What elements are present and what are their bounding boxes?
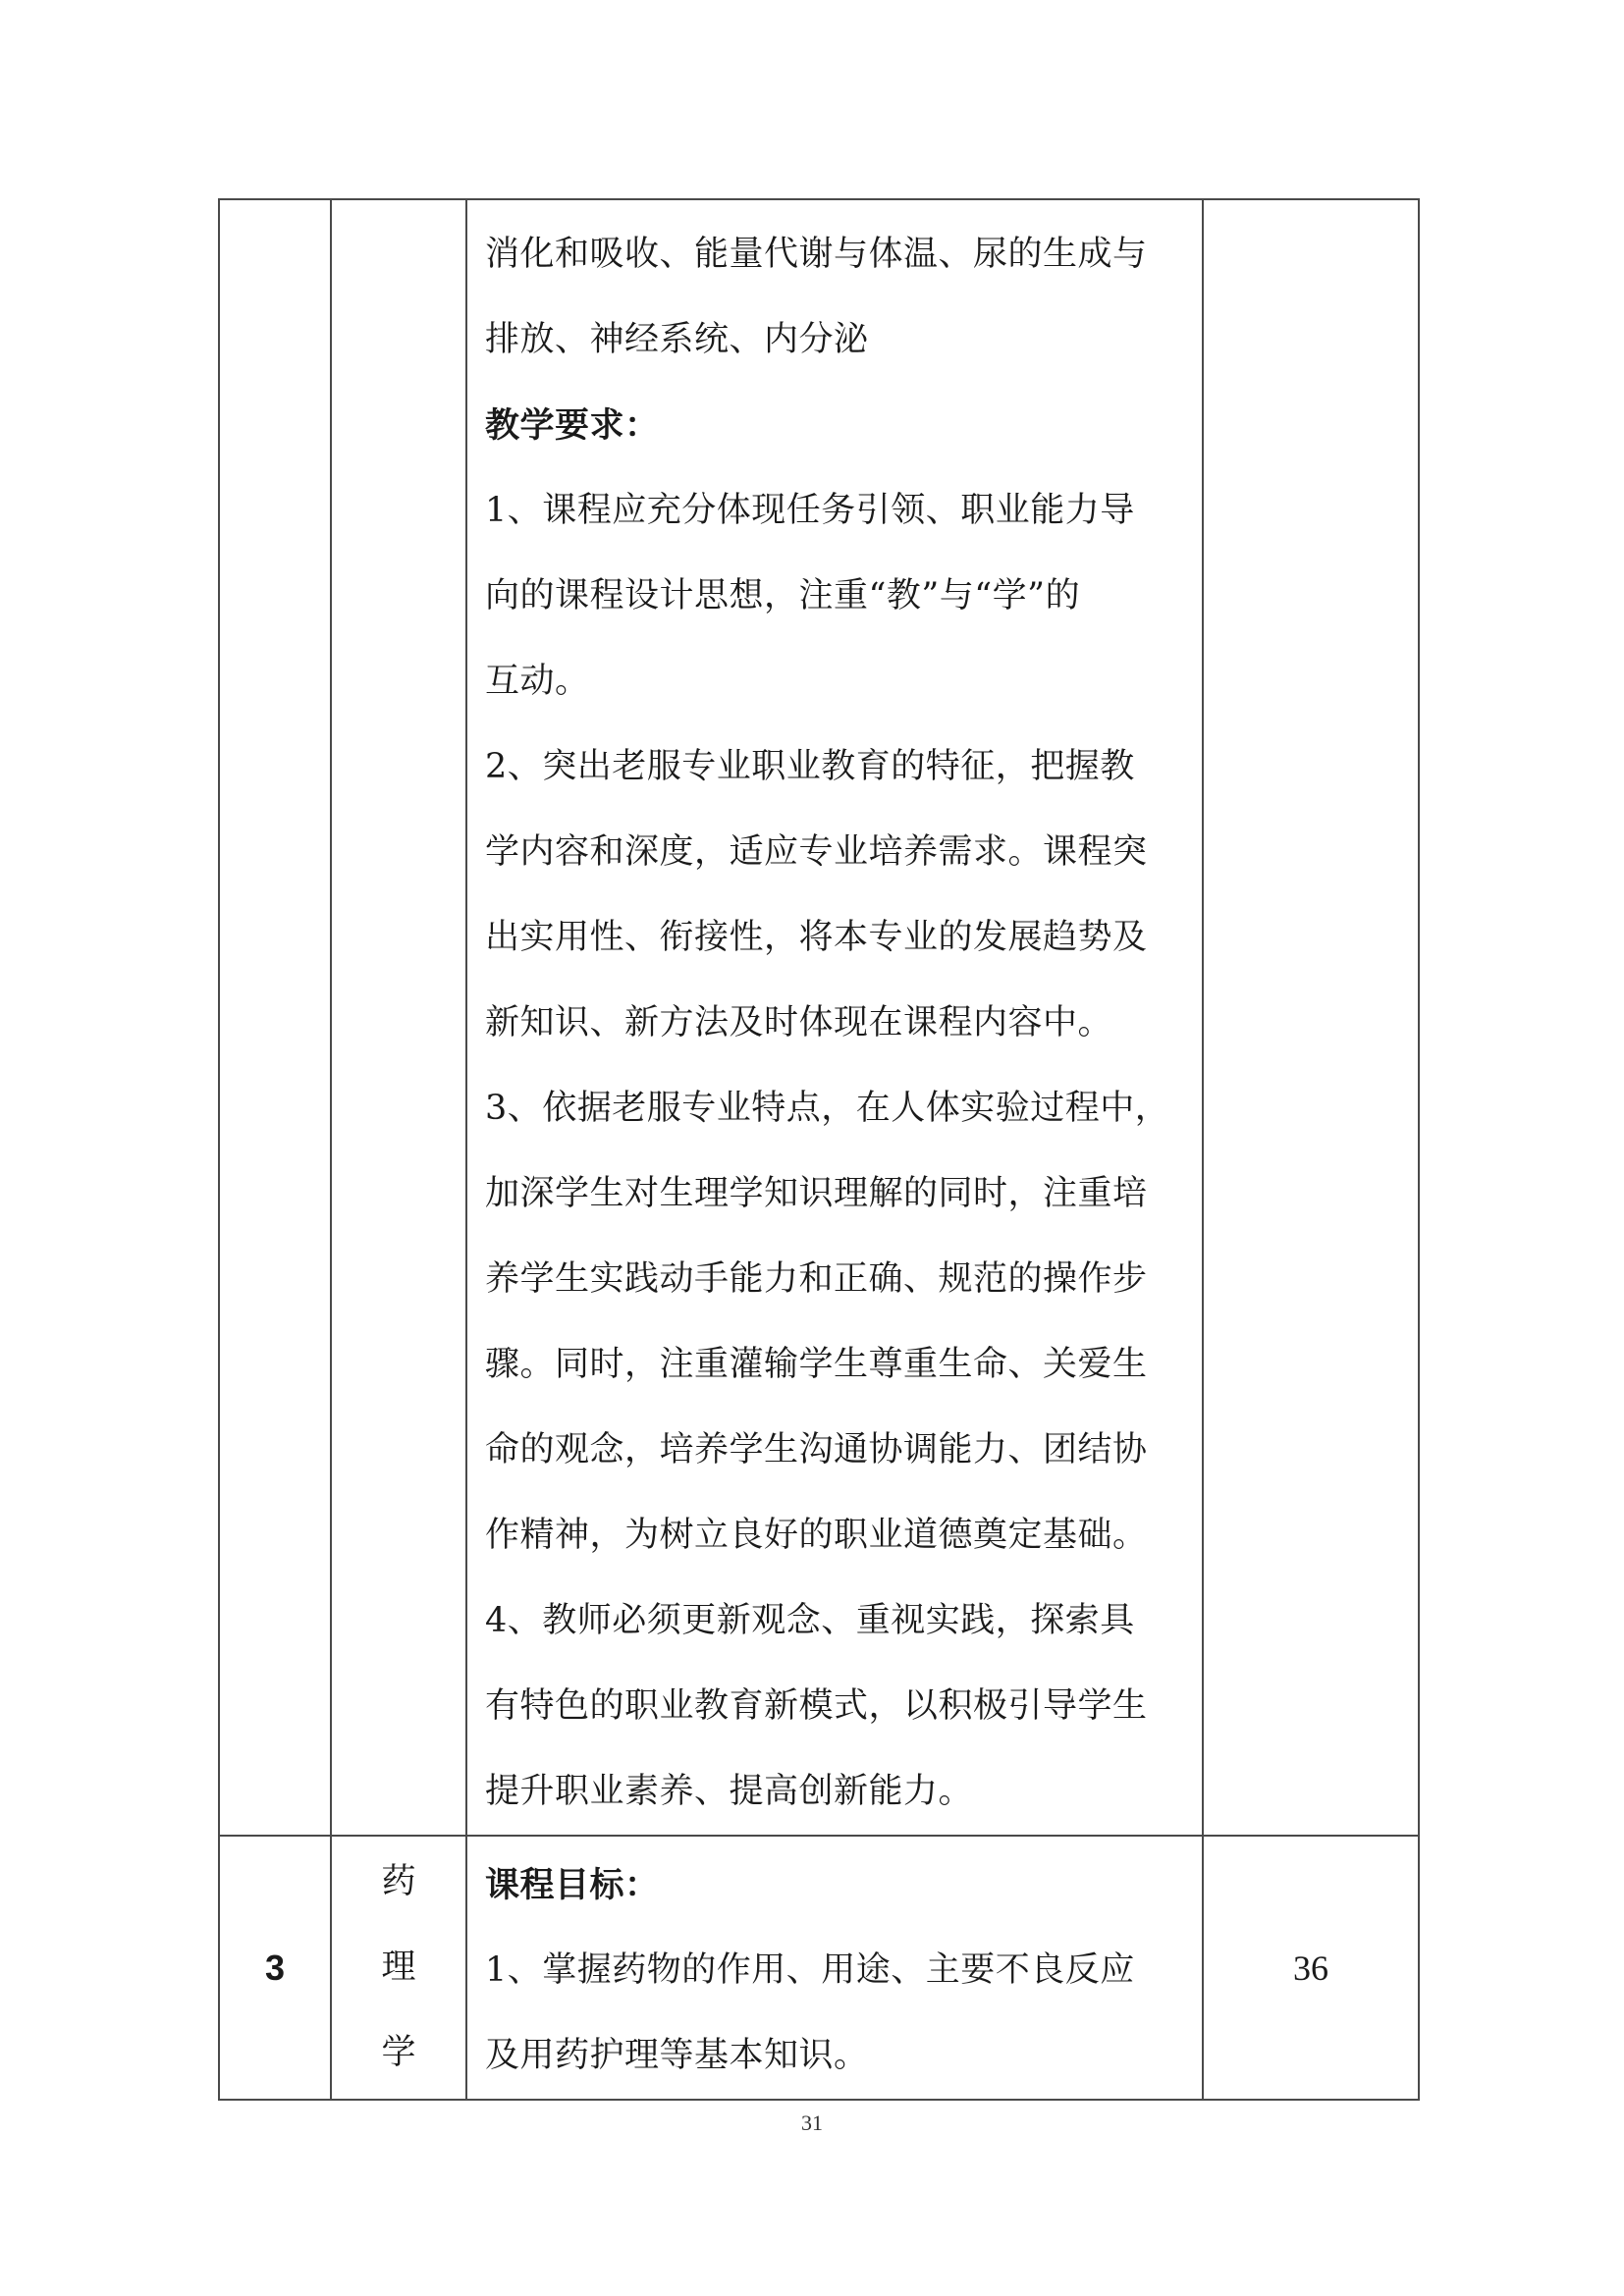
requirement-line: 养学生实践动手能力和正确、规范的操作步 [485,1259,1148,1299]
course-name-char: 学 [381,2033,416,2072]
requirement-line: 3、依据老服专业特点，在人体实验过程中， [485,1089,1170,1128]
requirement-line: 作精神，为树立良好的职业道德奠定基础。 [485,1516,1148,1555]
course-number: 3 [219,1836,331,2100]
requirement-line: 出实用性、衔接性，将本专业的发展趋势及 [485,918,1148,957]
course-name-cell-empty [331,199,466,1836]
requirement-line: 向的课程设计思想，注重“教”与“学”的 [485,576,1081,615]
hours-cell-empty [1203,199,1419,1836]
course-content-cell [466,199,1203,1836]
requirement-line: 加深学生对生理学知识理解的同时，注重培 [485,1174,1148,1213]
course-table [218,198,1420,2101]
table-row-continued [219,199,1419,1836]
content-line: 消化和吸收、能量代谢与体温、尿的生成与 [485,235,1148,274]
objective-line: 1、掌握药物的作用、用途、主要不良反应 [485,1950,1135,1990]
requirement-line: 有特色的职业教育新模式，以积极引导学生 [485,1686,1148,1726]
course-name-char: 理 [381,1948,416,1987]
requirement-line: 互动。 [485,662,590,701]
course-name-cell [331,1836,466,2100]
table-row-pharmacology [219,1836,1419,2100]
requirement-line: 1、课程应充分体现任务引领、职业能力导 [485,491,1135,530]
objective-line: 及用药护理等基本知识。 [485,2036,869,2075]
requirement-line: 命的观念，培养学生沟通协调能力、团结协 [485,1430,1148,1469]
page-number: 31 [801,2110,823,2135]
requirement-line: 提升职业素养、提高创新能力。 [485,1772,974,1811]
requirement-line: 新知识、新方法及时体现在课程内容中。 [485,1003,1113,1042]
requirement-line: 学内容和深度，适应专业培养需求。课程突 [485,832,1148,872]
content-line: 排放、神经系统、内分泌 [485,320,869,359]
course-content-cell [466,1836,1203,2100]
requirements-heading: 教学要求： [485,405,660,446]
requirement-line: 2、突出老服专业职业教育的特征，把握教 [485,747,1135,786]
objectives-heading: 课程目标： [485,1865,660,1905]
number-cell-empty [219,199,331,1836]
course-hours: 36 [1203,1836,1419,2100]
requirement-line: 骤。同时，注重灌输学生尊重生命、关爱生 [485,1345,1148,1384]
requirement-line: 4、教师必须更新观念、重视实践，探索具 [485,1601,1135,1640]
course-name-char: 药 [381,1862,416,1901]
